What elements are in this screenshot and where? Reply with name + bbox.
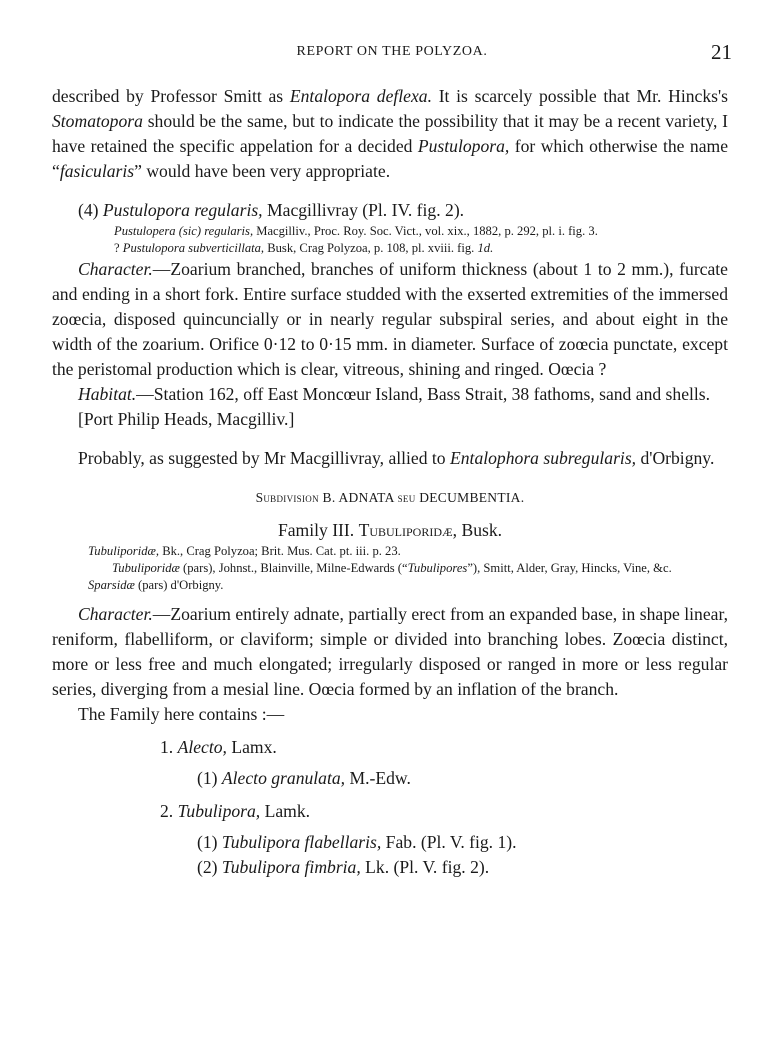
- genus-1: 1. Alecto, Lamx.: [160, 737, 277, 757]
- synonym-ref-2: ? Pustulopora subverticillata, Busk, Crag Polyzoa, p. 108, pl. xviii. fig. 1d.: [114, 241, 494, 255]
- character-paragraph: Character.—Zoarium branched, branches of uniform thickness (about 1 to 2 mm.), furcate and ending in a short fork. Entire surface studded with the exserted extremities of the immersed zoœcia, disposed quincuncially or in nearly regular subspiral series, and about eight in the width of the zoarium. Orifice 0·12 to 0·15 mm. in diameter. Surface of zoœcia punctate, except the peristomal production which is clear, vitreous, shining and ringed. Oœcia ?: [52, 259, 728, 379]
- family-ref-3: Sparsidæ (pars) d'Orbigny.: [88, 578, 224, 592]
- family-contains: The Family here contains :—: [78, 704, 285, 724]
- family-heading: Family III. Tubuliporidæ, Busk.: [277, 520, 503, 540]
- family-ref-2: Tubuliporidæ (pars), Johnst., Blainville, Milne-Edwards (“Tubulipores”), Smitt, Alder, Gray, Hincks, Vine, &c.: [112, 561, 672, 575]
- locality-note: [Port Philip Heads, Macgilliv.]: [78, 409, 295, 429]
- page-header: [52, 40, 732, 66]
- genus-2-species-1: (1) Tubulipora flabellaris, Fab. (Pl. V. fig. 1).: [197, 832, 517, 852]
- subdivision-heading: Subdivision B. ADNATA seu DECUMBENTIA.: [255, 490, 525, 505]
- continuation-paragraph: described by Professor Smitt as Entalopora deflexa. It is scarcely possible that Mr. Hincks's Stomatopora should be the same, but to indicate the possibility that it may be a recent variety, I have retained the specific appelation for a decided Pustulopora, for which otherwise the name “fasicularis” would have been very appropriate.: [52, 86, 728, 181]
- family-character-paragraph: Character.—Zoarium entirely adnate, partially erect from an expanded base, in shape linear, reniform, flabelliform, or claviform; simple or divided into branching lobes. Zoœcia distinct, more or less free and much elongated; irregularly disposed or ranged in more or less regular series, diverging from a mesial line. Oœcia formed by an inflation of the branch.: [52, 604, 728, 699]
- species-synonymy: [114, 223, 728, 257]
- species-heading: (4) Pustulopora regularis, Macgillivray (Pl. IV. fig. 2).: [78, 200, 465, 220]
- synonym-ref-1: Pustulopera (sic) regularis, Macgilliv., Proc. Roy. Soc. Vict., vol. xix., 1882, p. 292, pl. i. fig. 3.: [114, 224, 598, 238]
- family-ref-1: Tubuliporidæ, Bk., Crag Polyzoa; Brit. Mus. Cat. pt. iii. p. 23.: [88, 544, 401, 558]
- genus-1-species-1: (1) Alecto granulata, M.-Edw.: [197, 768, 411, 788]
- habitat-paragraph: Habitat.—Station 162, off East Moncœur Island, Bass Strait, 38 fathoms, sand and shells.: [78, 384, 711, 404]
- page-number: 21: [711, 40, 732, 64]
- page-body: [52, 84, 728, 880]
- genus-2: 2. Tubulipora, Lamk.: [160, 801, 311, 821]
- genus-2-species-2: (2) Tubulipora fimbria, Lk. (Pl. V. fig. 2).: [197, 857, 490, 877]
- family-synonymy: [88, 543, 728, 594]
- affinity-paragraph: Probably, as suggested by Mr Macgillivray, allied to Entalophora subregularis, d'Orbigny.: [78, 448, 715, 468]
- running-title: REPORT ON THE POLYZOA.: [296, 44, 488, 59]
